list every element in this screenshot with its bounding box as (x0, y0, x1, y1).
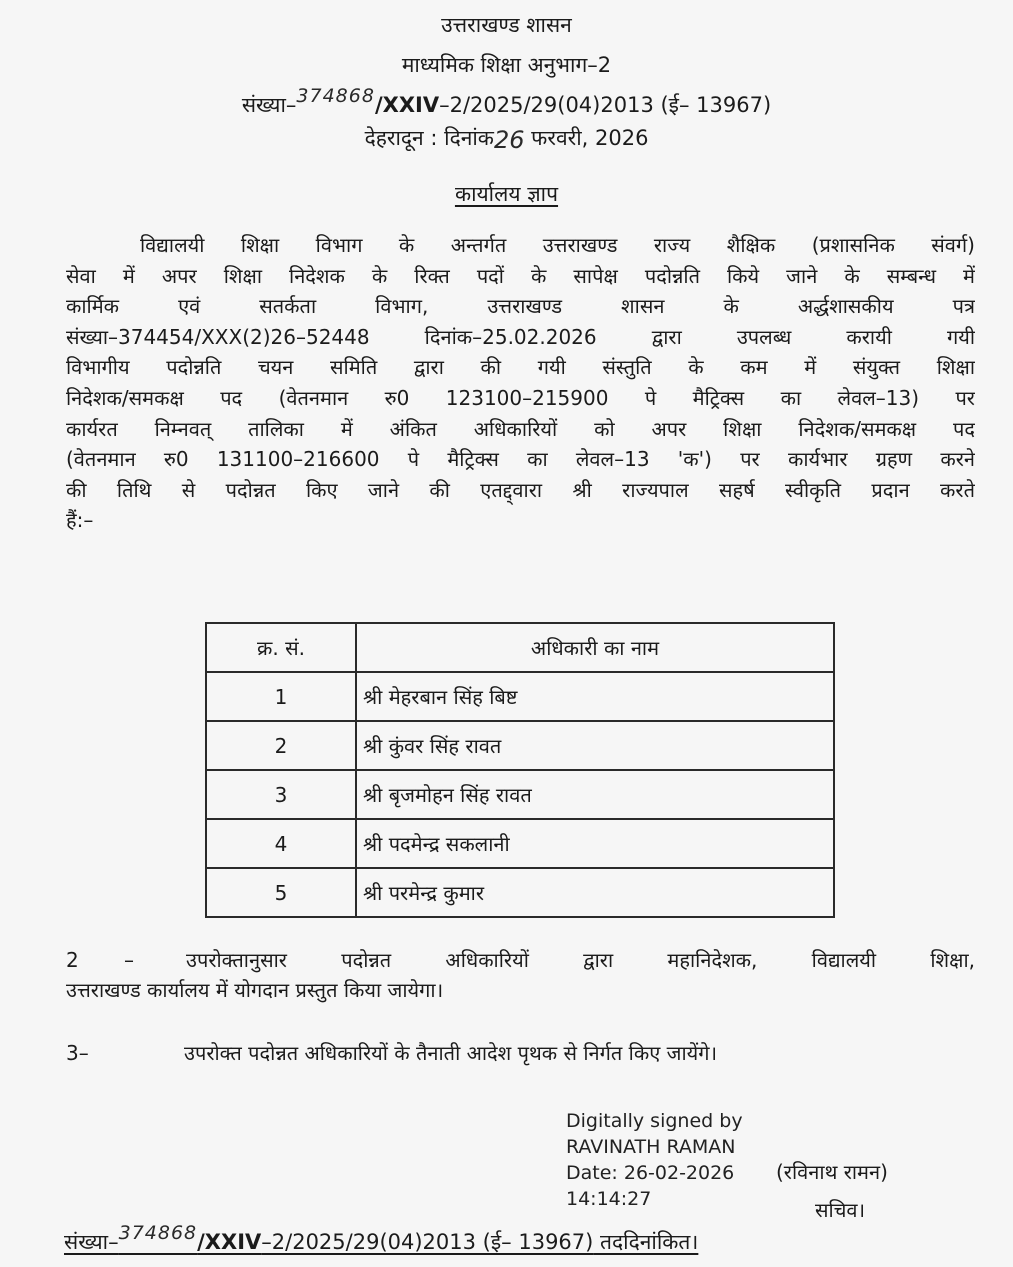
serial-number: 2 (206, 721, 356, 770)
handwritten-date: 26 (493, 126, 525, 154)
officer-name: श्री कुंवर सिंह रावत (356, 721, 834, 770)
footer-bold-part: /XXIV (197, 1230, 262, 1254)
footer-reference (64, 1222, 699, 1256)
point-2-line-1: उपरोक्तानुसार पदोन्नत अधिकारियों द्वारा महानिदेशक, विद्यालयी शिक्षा, (186, 948, 975, 972)
officer-name: श्री बृजमोहन सिंह रावत (356, 770, 834, 819)
point-2-dash: – (124, 948, 134, 972)
officer-name: श्री मेहरबान सिंह बिष्ट (356, 672, 834, 721)
signatory-designation: सचिव। (815, 1198, 866, 1222)
document-title: कार्यालय ज्ञाप (454, 182, 559, 206)
body-line: निदेशक/समकक्ष पद (वेतनमान रु0 123100–215900 पे मैट्रिक्स का लेवल–13) पर (66, 385, 975, 410)
table-header-row (206, 623, 834, 672)
serial-number: 4 (206, 819, 356, 868)
body-line: (वेतनमान रु0 131100–216600 पे मैट्रिक्स का लेवल–13 'क') पर कार्यभार ग्रहण करने (66, 447, 975, 472)
point-3-text: उपरोक्त पदोन्नत अधिकारियों के तैनाती आदेश पृथक से निर्गत किए जायेंगे। (184, 1041, 718, 1065)
point-2-line-2: उत्तराखण्ड कार्यालय में योगदान प्रस्तुत किया जायेगा। (66, 978, 444, 1002)
serial-number: 1 (206, 672, 356, 721)
point-2-number: 2 (66, 948, 79, 972)
reference-number (0, 85, 1013, 119)
table-row (206, 770, 834, 819)
header-officer-name: अधिकारी का नाम (356, 623, 834, 672)
body-line: हैं:– (66, 508, 94, 533)
officer-name: श्री पदमेन्द्र सकलानी (356, 819, 834, 868)
handwritten-number: 374868 (296, 85, 375, 107)
point-3-number: 3– (66, 1041, 89, 1065)
signature-time: 14:14:27 (566, 1188, 652, 1210)
body-line: सेवा में अपर शिक्षा निदेशक के रिक्त पदों के सापेक्ष पदोन्नति किये जाने के सम्बन्ध में (66, 263, 975, 288)
section-name: माध्यमिक शिक्षा अनुभाग–2 (401, 53, 612, 77)
footer-handwritten-number: 374868 (118, 1222, 198, 1244)
place-date (0, 124, 1013, 154)
reference-bold-part: /XXIV (374, 93, 440, 117)
point-2 (66, 945, 975, 1005)
header-serial: क्र. सं. (206, 623, 356, 672)
body-line: विद्यालयी शिक्षा विभाग के अन्तर्गत उत्तराखण्ड राज्य शैक्षिक (प्रशासनिक संवर्ग) (140, 233, 975, 257)
signature-line: Digitally signed by (566, 1110, 743, 1132)
place-date-prefix: देहरादून : दिनांक (364, 126, 494, 150)
reference-prefix: संख्या– (241, 93, 297, 117)
signer-name: RAVINATH RAMAN (566, 1136, 736, 1158)
footer-suffix: –2/2025/29(04)2013 (ई– 13967) (261, 1230, 594, 1254)
signature-date: Date: 26-02-2026 (566, 1162, 735, 1184)
body-paragraph (66, 230, 975, 536)
serial-number: 5 (206, 868, 356, 917)
body-line: कार्मिक एवं सतर्कता विभाग, उत्तराखण्ड शासन के अर्द्धशासकीय पत्र (66, 294, 975, 319)
body-line: संख्या–374454/XXX(2)26–52448 दिनांक–25.02.2026 द्वारा उपलब्ध करायी गयी (66, 324, 975, 349)
footer-tail: तददिनांकित। (593, 1230, 699, 1254)
signatory-name-hindi: (रविनाथ रामन) (776, 1160, 888, 1184)
officers-table (205, 622, 835, 918)
reference-suffix: –2/2025/29(04)2013 (ई– 13967) (439, 93, 772, 117)
footer-prefix: संख्या– (64, 1230, 119, 1254)
table-row (206, 721, 834, 770)
table-row (206, 868, 834, 917)
place-date-suffix: फरवरी, 2026 (524, 126, 649, 150)
point-3 (66, 1038, 975, 1068)
table-row (206, 819, 834, 868)
body-line: कार्यरत निम्नवत् तालिका में अंकित अधिकारियों को अपर शिक्षा निदेशक/समकक्ष पद (66, 416, 975, 441)
serial-number: 3 (206, 770, 356, 819)
body-line: विभागीय पदोन्नति चयन समिति द्वारा की गयी संस्तुति के कम में संयुक्त शिक्षा (66, 355, 975, 380)
government-name: उत्तराखण्ड शासन (441, 13, 572, 37)
table-row (206, 672, 834, 721)
digital-signature (566, 1108, 743, 1212)
officer-name: श्री परमेन्द्र कुमार (356, 868, 834, 917)
body-line: की तिथि से पदोन्नत किए जाने की एतद्द्वारा श्री राज्यपाल सहर्ष स्वीकृति प्रदान करते (66, 477, 975, 502)
